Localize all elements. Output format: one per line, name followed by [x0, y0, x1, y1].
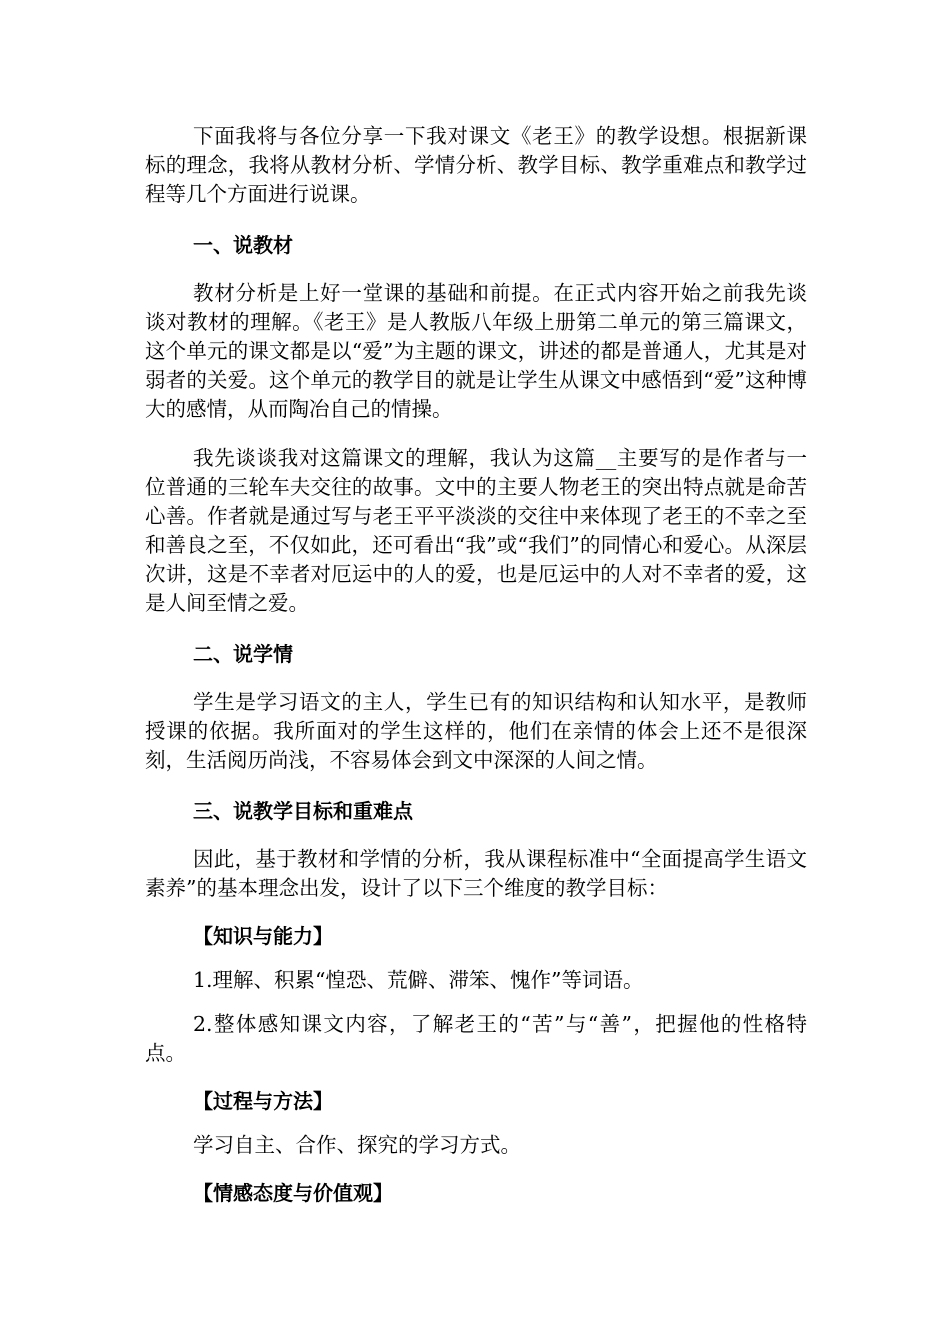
goal-heading-attitude: 【情感态度与价值观】: [193, 1181, 393, 1205]
textbook-paragraph-1: 教材分析是上好一堂课的基础和前提。在正式内容开始之前我先谈谈对教材的理解。《老王》是人教版八年级上册第二单元的第三篇课文，这个单元的课文都是以“爱”为主题的课文，讲述的都是普通人，尤其是对弱者的关爱。这个单元的教学目的就是让学生从课文中感悟到“爱”这种博大的感情，从而陶冶自己的情操。: [145, 281, 807, 421]
document-page: [145, 122, 807, 1223]
goals-paragraph: 因此，基于教材和学情的分析，我从课程标准中“全面提高学生语文素养”的基本理念出发，设计了以下三个维度的教学目标：: [145, 847, 807, 900]
goal-heading-process: 【过程与方法】: [193, 1089, 333, 1113]
intro-paragraph: 下面我将与各位分享一下我对课文《老王》的教学设想。根据新课标的理念，我将从教材分析、学情分析、教学目标、教学重难点和教学过程等几个方面进行说课。: [145, 124, 807, 206]
goal-item-learning-method: 学习自主、合作、探究的学习方式。: [193, 1133, 521, 1157]
goal-item-vocabulary: 1.理解、积累“惶恐、荒僻、滞笨、愧作”等词语。: [193, 968, 644, 992]
goal-heading-knowledge: 【知识与能力】: [193, 924, 333, 948]
students-paragraph: 学生是学习语文的主人，学生已有的知识结构和认知水平，是教师授课的依据。我所面对的学生这样的，他们在亲情的体会上还不是很深刻，生活阅历尚浅，不容易体会到文中深深的人间之情。: [145, 690, 807, 772]
section-heading-goals: 三、说教学目标和重难点: [193, 799, 413, 823]
section-heading-students: 二、说学情: [193, 642, 293, 666]
textbook-paragraph-2: 我先谈谈我对这篇课文的理解，我认为这篇__主要写的是作者与一位普通的三轮车夫交往的故事。文中的主要人物老王的突出特点就是命苦心善。作者就是通过写与老王平平淡淡的交往中来体现了老王的不幸之至和善良之至，不仅如此，还可看出“我”或“我们”的同情心和爱心。从深层次讲，这是不幸者对厄运中的人的爱，也是厄运中的人对不幸者的爱，这是人间至情之爱。: [145, 446, 807, 615]
section-heading-textbook: 一、说教材: [193, 233, 293, 257]
goal-item-comprehension: 2.整体感知课文内容，了解老王的“苦”与“善”，把握他的性格特点。: [145, 1012, 807, 1065]
